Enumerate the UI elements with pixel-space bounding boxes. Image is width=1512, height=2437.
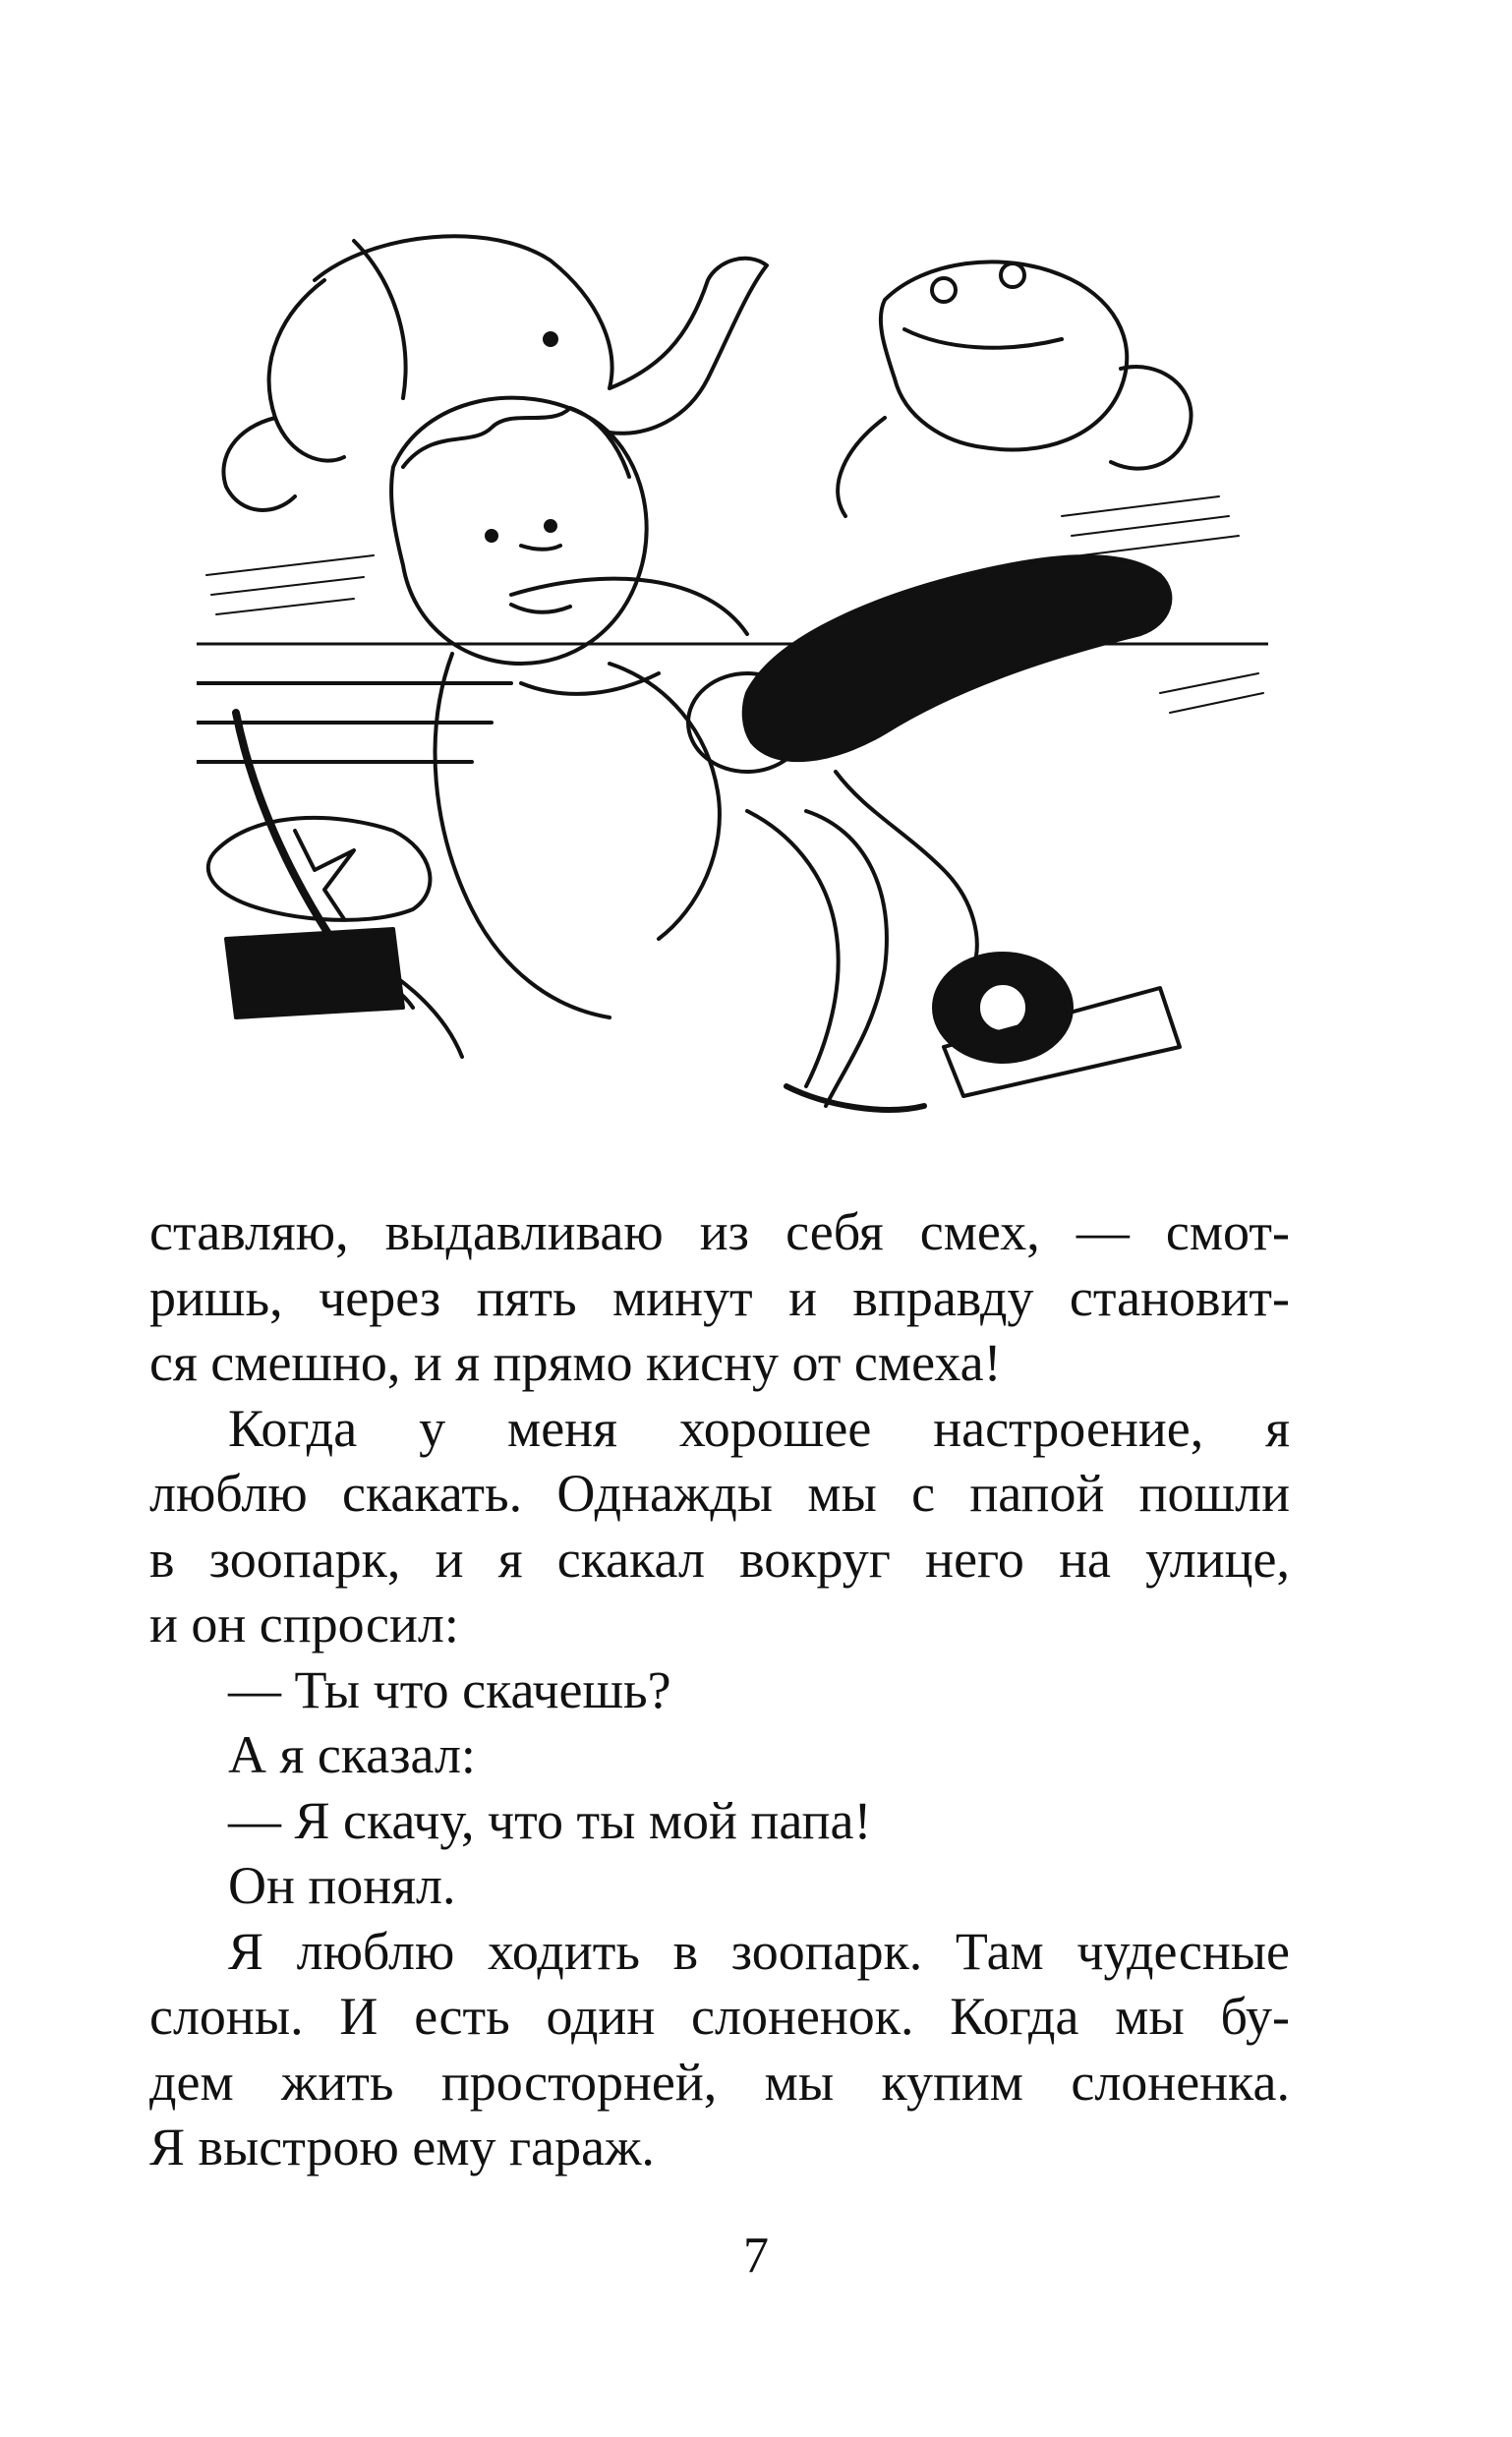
word: ставляю, bbox=[149, 1202, 349, 1261]
word: и bbox=[435, 1529, 464, 1589]
word: смех, bbox=[919, 1202, 1040, 1261]
word: Однажды bbox=[556, 1464, 774, 1523]
word: и bbox=[788, 1267, 817, 1327]
word: слоненка. bbox=[1071, 2052, 1290, 2112]
text-line-7: и он спросил: bbox=[149, 1595, 459, 1654]
word: дем bbox=[149, 2052, 234, 2112]
text-line-9: А я сказал: bbox=[228, 1725, 476, 1784]
word: пять bbox=[476, 1267, 577, 1327]
text-line-3: ся смешно, и я прямо кисну от смеха! bbox=[149, 1333, 1002, 1392]
text-line-10: — Я скачу, что ты мой папа! bbox=[228, 1790, 872, 1850]
text-line-13 bbox=[149, 1984, 1290, 2050]
word: вокруг bbox=[739, 1529, 891, 1589]
text-line-6 bbox=[149, 1527, 1290, 1593]
word: в bbox=[149, 1529, 175, 1589]
word: Там bbox=[955, 1921, 1044, 1981]
text-line-8: — Ты что скачешь? bbox=[228, 1659, 671, 1719]
word: я bbox=[497, 1529, 523, 1589]
word: хорошее bbox=[678, 1398, 872, 1458]
text-line-14 bbox=[149, 2050, 1290, 2116]
word: зоопарк. bbox=[730, 1921, 923, 1981]
word: — bbox=[1076, 1202, 1130, 1261]
page-number: 7 bbox=[743, 2228, 769, 2284]
word: есть bbox=[414, 1987, 510, 2046]
word: И bbox=[339, 1987, 378, 2046]
word: папой bbox=[969, 1464, 1105, 1523]
word: мы bbox=[1115, 1987, 1185, 2046]
word: слоны. bbox=[149, 1987, 304, 2046]
text-line-5 bbox=[149, 1461, 1290, 1527]
word: из bbox=[699, 1202, 750, 1261]
word: купим bbox=[881, 2052, 1023, 2112]
illustration-drawing bbox=[197, 221, 1268, 1126]
word: чудесные bbox=[1076, 1921, 1290, 1981]
word: выдавливаю bbox=[384, 1202, 664, 1261]
word: люблю bbox=[296, 1921, 455, 1981]
word: меня bbox=[507, 1398, 617, 1458]
word: я bbox=[1265, 1398, 1290, 1458]
word: смот- bbox=[1165, 1202, 1290, 1261]
word: мы bbox=[764, 2052, 835, 2112]
word: Когда bbox=[228, 1398, 358, 1458]
word: скакал bbox=[556, 1529, 705, 1589]
text-line-2 bbox=[149, 1265, 1290, 1331]
book-illustration bbox=[197, 221, 1268, 1126]
word: улице, bbox=[1145, 1529, 1290, 1589]
word: жить bbox=[281, 2052, 394, 2112]
word: ришь, bbox=[149, 1267, 283, 1327]
word: него bbox=[925, 1529, 1024, 1589]
text-line-12 bbox=[149, 1919, 1290, 1985]
text-line-11: Он понял. bbox=[228, 1856, 456, 1915]
word: ходить bbox=[487, 1921, 640, 1981]
word: Когда bbox=[950, 1987, 1079, 2046]
word: зоопарк, bbox=[208, 1529, 401, 1589]
word: в bbox=[672, 1921, 699, 1981]
word: себя bbox=[785, 1202, 884, 1261]
main-text bbox=[149, 1199, 1290, 2180]
word: на bbox=[1059, 1529, 1111, 1589]
text-line-4 bbox=[149, 1396, 1290, 1462]
word: настроение, bbox=[933, 1398, 1204, 1458]
text-line-15: Я выстрою ему гараж. bbox=[149, 2118, 655, 2176]
word: просторней, bbox=[440, 2052, 718, 2112]
text-line-1 bbox=[149, 1199, 1290, 1265]
word: Я bbox=[228, 1921, 264, 1981]
word: мы bbox=[807, 1464, 877, 1523]
word: вправду bbox=[852, 1267, 1034, 1327]
word: становит- bbox=[1069, 1267, 1290, 1327]
word: пошли bbox=[1138, 1464, 1290, 1523]
word: бу- bbox=[1220, 1987, 1290, 2046]
word: скакать. bbox=[342, 1464, 523, 1523]
word: люблю bbox=[149, 1464, 308, 1523]
word: один bbox=[546, 1987, 656, 2046]
word: с bbox=[911, 1464, 936, 1523]
word: у bbox=[419, 1398, 446, 1458]
word: минут bbox=[612, 1267, 753, 1327]
word: через bbox=[319, 1267, 441, 1327]
word: слоненок. bbox=[691, 1987, 914, 2046]
